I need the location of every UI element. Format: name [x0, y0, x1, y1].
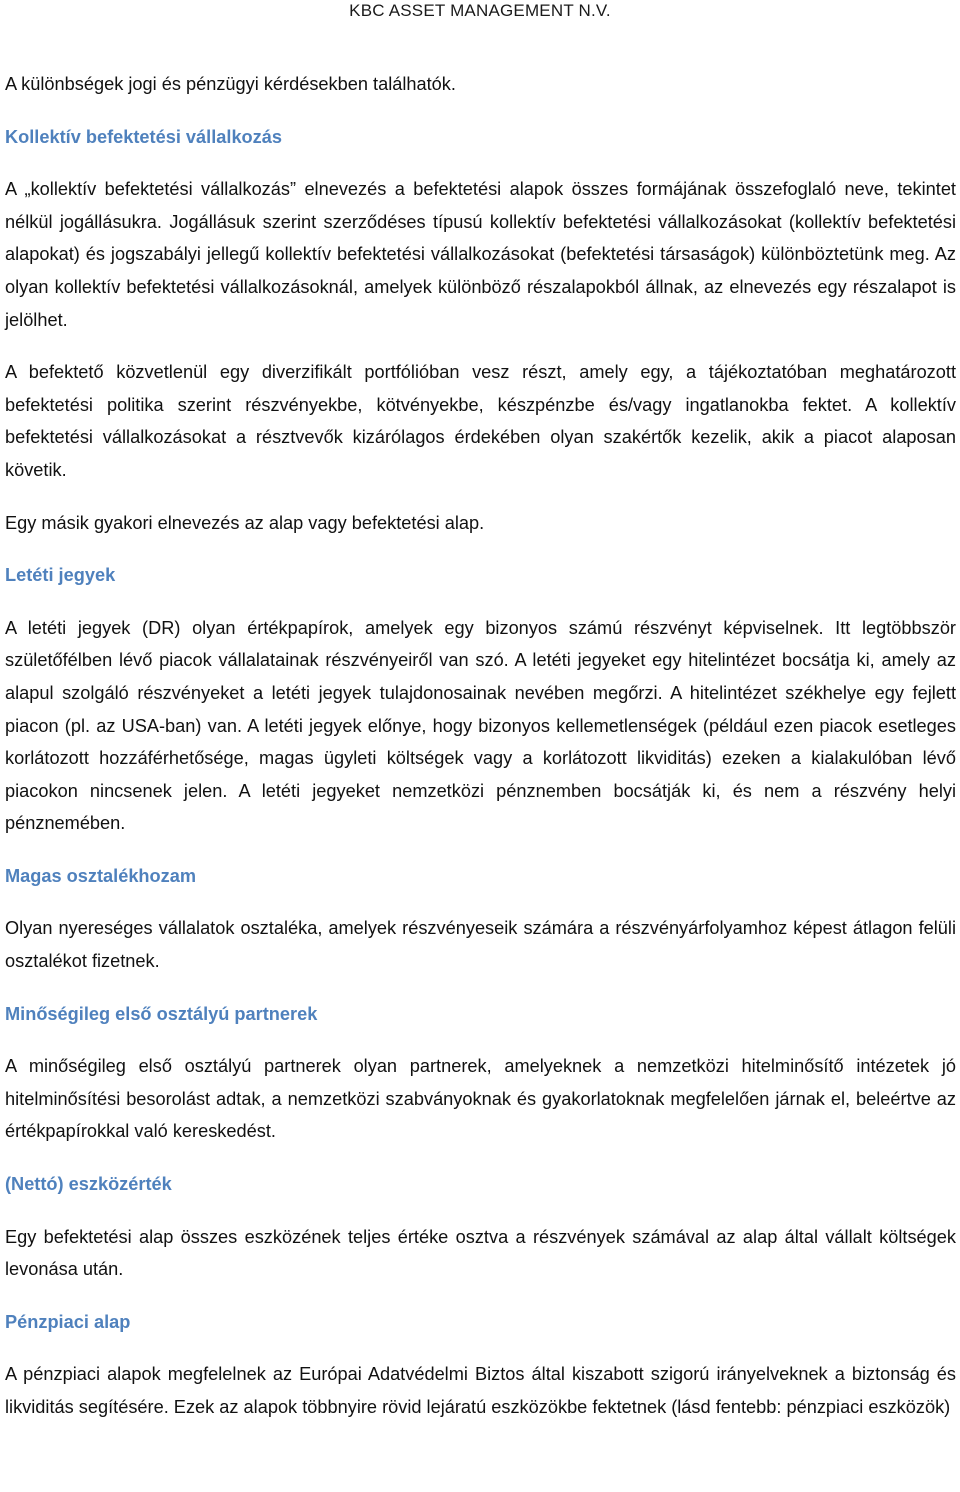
section-heading-netto-eszkozertek: (Nettó) eszközérték [5, 1174, 172, 1195]
document-body [5, 68, 956, 1424]
paragraph: Egy másik gyakori elnevezés az alap vagy befektetési alap. [5, 512, 485, 533]
section-heading-kollektiv: Kollektív befektetési vállalkozás [5, 126, 282, 147]
paragraph: Egy befektetési alap összes eszközének teljes értéke osztva a részvények számával az alap által vállalt költségek levonása után. [5, 1226, 956, 1280]
paragraph: Olyan nyereséges vállalatok osztaléka, amelyek részvényeseik számára a részvényárfolyamhoz képest átlagon felüli osztalékot fizetnek. [5, 918, 956, 972]
section-heading-leteti-jegyek: Letéti jegyek [5, 565, 116, 586]
intro-paragraph: A különbségek jogi és pénzügyi kérdésekben találhatók. [5, 74, 456, 94]
paragraph: A letéti jegyek (DR) olyan értékpapírok, amelyek egy bizonyos számú részvényt képviselnek. Itt legtöbbször születőfélben lévő piacok vállalatainak részvényeiről van szó. A letéti jegyeket egy hitelintézet bocsátja ki, amely az alapul szolgáló részvényeket a letéti jegyek tulajdonosainak nevében megőrzi. A hitelintézet székhelye egy fejlett piacon (pl. az USA-ban) van. A letéti jegyek előnye, hogy bizonyos kellemetlenségek (például ezen piacok esetleges korlátozott hozzáférhetősége, magas ügyleti költségek vagy a korlátozott likviditás) ezeken a kialakulóban lévő piacokon nincsenek jelen. A letéti jegyeket nemzetközi pénznemben bocsátják ki, és nem a részvény helyi pénznemében. [5, 617, 956, 834]
paragraph: A pénzpiaci alapok megfelelnek az Európai Adatvédelmi Biztos által kiszabott szigorú irányelveknek a biztonság és likviditás segítésére. Ezek az alapok többnyire rövid lejáratú eszközökbe fektetnek (lásd fentebb: pénzpiaci eszközök) [5, 1364, 956, 1417]
page-header: KBC ASSET MANAGEMENT N.V. [349, 1, 611, 20]
section-heading-minosegileg: Minőségileg első osztályú partnerek [5, 1003, 318, 1024]
paragraph: A „kollektív befektetési vállalkozás” elnevezés a befektetési alapok összes formájának összefoglaló neve, tekintet nélkül jogállásukra. Jogállásuk szerint szerződéses típusú kollektív befektetési vállalkozásokat (kollektív befektetési alapokat) és jogszabályi jellegű kollektív befektetési vállalkozásokat (befektetési társaságok) különböztetünk meg. Az olyan kollektív befektetési vállalkozásoknál, amelyek különböző részalapokból állnak, az elnevezés egy részalapot is jelölhet. [5, 179, 956, 330]
section-heading-penzpiaci-alap: Pénzpiaci alap [5, 1311, 131, 1332]
paragraph: A befektető közvetlenül egy diverzifikált portfólióban vesz részt, amely egy, a tájékoztatóban meghatározott befektetési politika szerint részvényekbe, kötvényekbe, készpénzbe és/vagy ingatlanokba fektet. A kollektív befektetési vállalkozásokat a résztvevők kizárólagos érdekében olyan szakértők kezelik, akik a piacot alaposan követik. [5, 362, 956, 480]
section-heading-magas-osztalekhozam: Magas osztalékhozam [5, 865, 197, 886]
paragraph: A minőségileg első osztályú partnerek olyan partnerek, amelyeknek a nemzetközi hitelminősítő intézetek jó hitelminősítési besorolást adtak, a nemzetközi szabványoknak és gyakorlatoknak megfelelően járnak el, beleértve az értékpapírokkal való kereskedést. [5, 1056, 956, 1142]
